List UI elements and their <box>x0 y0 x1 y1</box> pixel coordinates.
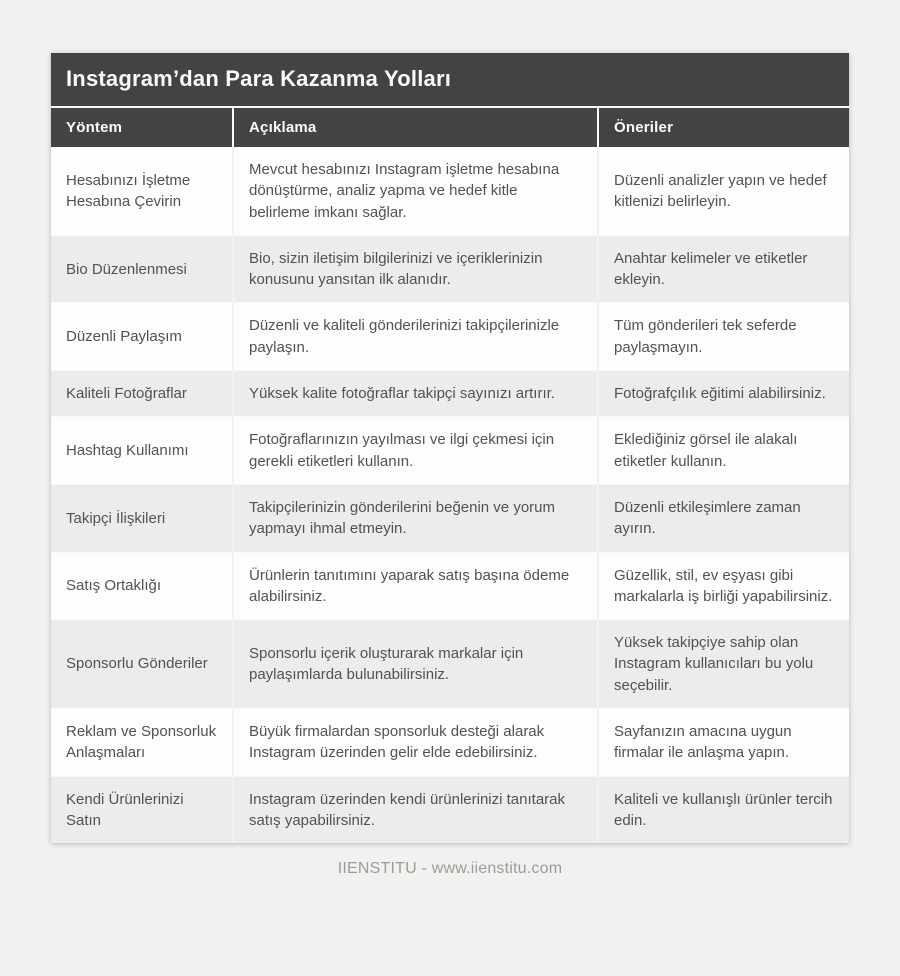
description-cell: Sponsorlu içerik oluşturarak markalar için paylaşımlarda bulunabilirsiniz. <box>232 619 597 708</box>
description-cell: Düzenli ve kaliteli gönderilerinizi takipçilerinizle paylaşın. <box>232 302 597 370</box>
column-header-method: Yöntem <box>51 108 232 147</box>
table-row <box>51 302 849 370</box>
method-cell: Düzenli Paylaşım <box>51 302 232 370</box>
description-cell: Instagram üzerinden kendi ürünlerinizi tanıtarak satış yapabilirsiniz. <box>232 776 597 844</box>
method-cell: Hashtag Kullanımı <box>51 416 232 484</box>
method-cell: Sponsorlu Gönderiler <box>51 619 232 708</box>
suggestion-cell: Düzenli analizler yapın ve hedef kitlenizi belirleyin. <box>597 147 849 235</box>
method-cell: Kaliteli Fotoğraflar <box>51 370 232 416</box>
suggestion-cell: Eklediğiniz görsel ile alakalı etiketler kullanın. <box>597 416 849 484</box>
table-row <box>51 370 849 416</box>
suggestion-cell: Fotoğrafçılık eğitimi alabilirsiniz. <box>597 370 849 416</box>
column-header-suggestions: Öneriler <box>597 108 849 147</box>
column-header-description: Açıklama <box>232 108 597 147</box>
suggestion-cell: Yüksek takipçiye sahip olan Instagram kullanıcıları bu yolu seçebilir. <box>597 619 849 708</box>
description-cell: Ürünlerin tanıtımını yaparak satış başına ödeme alabilirsiniz. <box>232 552 597 620</box>
method-cell: Reklam ve Sponsorluk Anlaşmaları <box>51 708 232 776</box>
method-cell: Hesabınızı İşletme Hesabına Çevirin <box>51 147 232 235</box>
money-making-methods-table <box>51 53 849 843</box>
suggestion-cell: Güzellik, stil, ev eşyası gibi markalarla iş birliği yapabilirsiniz. <box>597 552 849 620</box>
table-row <box>51 708 849 776</box>
method-cell: Satış Ortaklığı <box>51 552 232 620</box>
column-header-row <box>51 108 849 147</box>
footer-credit: IIENSTITU - www.iienstitu.com <box>337 860 563 878</box>
description-cell: Takipçilerinizin gönderilerini beğenin ve yorum yapmayı ihmal etmeyin. <box>232 484 597 552</box>
suggestion-cell: Anahtar kelimeler ve etiketler ekleyin. <box>597 235 849 303</box>
table-row <box>51 235 849 303</box>
page-title: Instagram’dan Para Kazanma Yolları <box>51 53 849 108</box>
method-cell: Kendi Ürünlerinizi Satın <box>51 776 232 844</box>
suggestion-cell: Tüm gönderileri tek seferde paylaşmayın. <box>597 302 849 370</box>
table-row <box>51 147 849 235</box>
description-cell: Fotoğraflarınızın yayılması ve ilgi çekmesi için gerekli etiketleri kullanın. <box>232 416 597 484</box>
table-row <box>51 776 849 844</box>
description-cell: Büyük firmalardan sponsorluk desteği alarak Instagram üzerinden gelir elde edebilirsiniz. <box>232 708 597 776</box>
description-cell: Bio, sizin iletişim bilgilerinizi ve içeriklerinizin konusunu yansıtan ilk alanıdır. <box>232 235 597 303</box>
suggestion-cell: Sayfanızın amacına uygun firmalar ile anlaşma yapın. <box>597 708 849 776</box>
method-cell: Takipçi İlişkileri <box>51 484 232 552</box>
title-row <box>51 53 849 108</box>
suggestion-cell: Düzenli etkileşimlere zaman ayırın. <box>597 484 849 552</box>
table-row <box>51 484 849 552</box>
method-cell: Bio Düzenlenmesi <box>51 235 232 303</box>
suggestion-cell: Kaliteli ve kullanışlı ürünler tercih edin. <box>597 776 849 844</box>
description-cell: Yüksek kalite fotoğraflar takipçi sayınızı artırır. <box>232 370 597 416</box>
table-row <box>51 552 849 620</box>
table-row <box>51 416 849 484</box>
table-row <box>51 619 849 708</box>
description-cell: Mevcut hesabınızı Instagram işletme hesabına dönüştürme, analiz yapma ve hedef kitle belirleme imkanı sağlar. <box>232 147 597 235</box>
